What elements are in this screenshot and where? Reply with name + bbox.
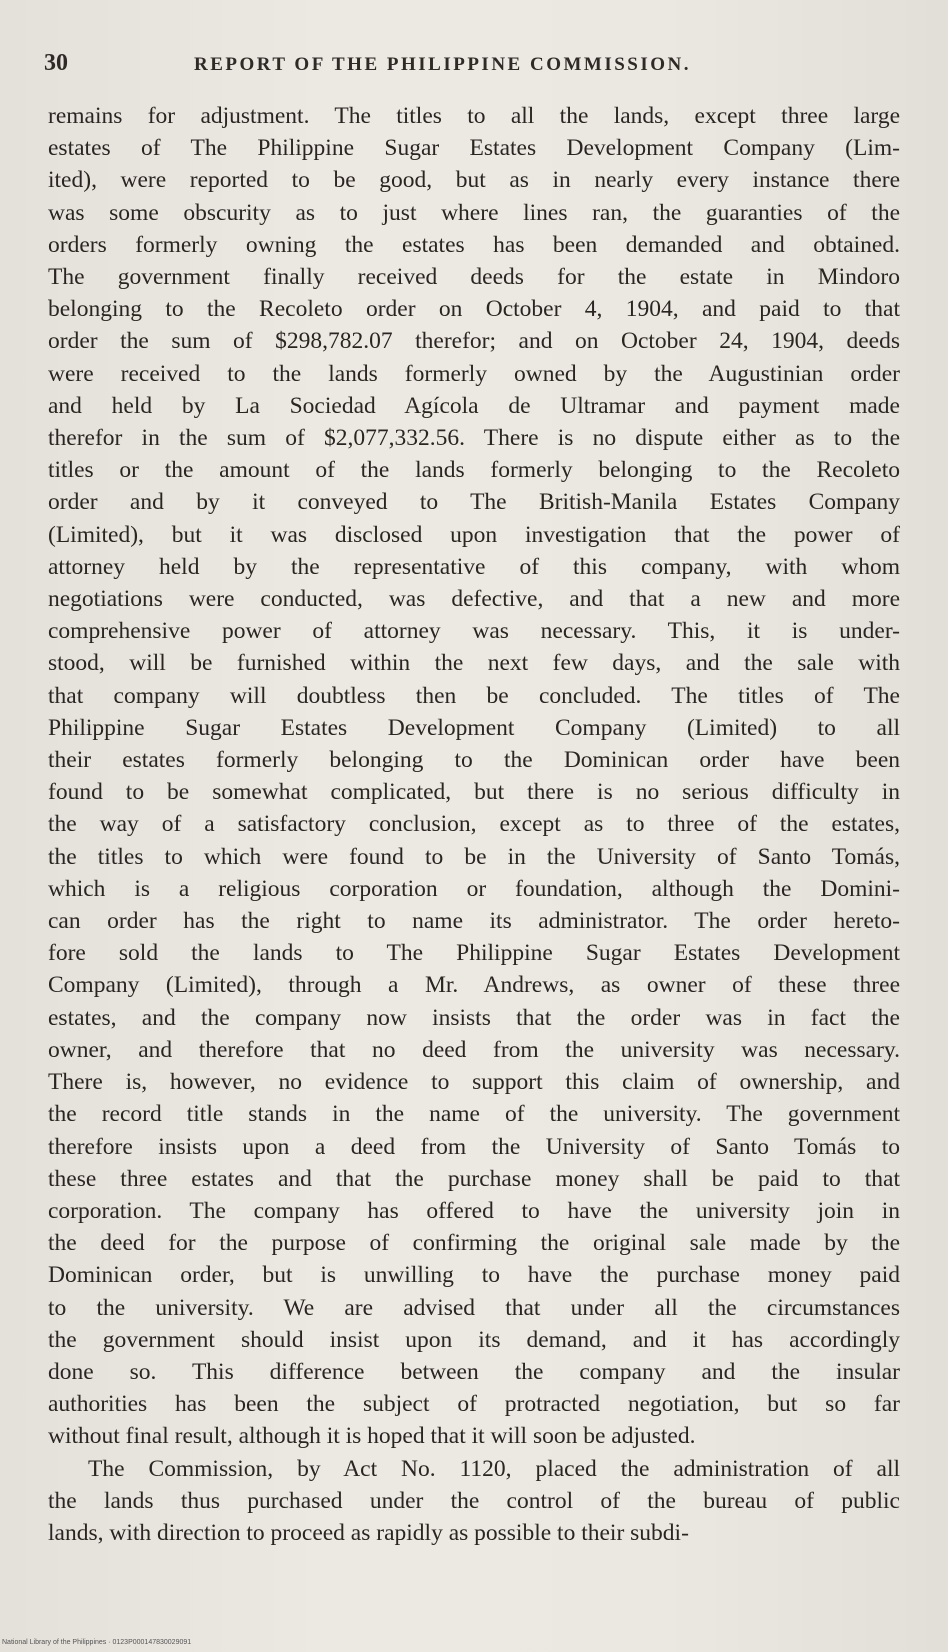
text-line: these three estates and that the purchase money shall be paid to that [48, 1165, 900, 1192]
text-line: the way of a satisfactory conclusion, except as to three of the estates, [48, 811, 900, 838]
text-line: authorities has been the subject of protracted negotiation, but so far [48, 1391, 900, 1418]
text-line: Philippine Sugar Estates Development Company (Limited) to all [48, 714, 900, 741]
library-stamp: National Library of the Philippines · 0123P000147830029091 [2, 1639, 192, 1646]
text-line: ited), were reported to be good, but as in nearly every instance there [48, 167, 900, 194]
body-text [48, 100, 900, 1549]
text-line: without final result, although it is hoped that it will soon be adjusted. [48, 1423, 696, 1450]
text-line: estates of The Philippine Sugar Estates Development Company (Lim- [48, 135, 900, 162]
text-line: stood, will be furnished within the next few days, and the sale with [48, 650, 900, 677]
text-line: The Commission, by Act No. 1120, placed the administration of all [88, 1455, 900, 1482]
text-line: Company (Limited), through a Mr. Andrews, as owner of these three [48, 972, 900, 999]
text-line: (Limited), but it was disclosed upon investigation that the power of [48, 521, 900, 548]
text-line: done so. This difference between the company and the insular [48, 1358, 900, 1385]
text-line: was some obscurity as to just where lines ran, the guaranties of the [48, 199, 900, 226]
paragraph [48, 1453, 900, 1550]
text-line: negotiations were conducted, was defective, and that a new and more [48, 586, 900, 613]
text-line: were received to the lands formerly owned by the Augustinian order [48, 360, 900, 387]
text-line: their estates formerly belonging to the Dominican order have been [48, 747, 900, 774]
text-line: which is a religious corporation or foundation, although the Domini- [48, 875, 900, 902]
text-line: the lands thus purchased under the control of the bureau of public [48, 1487, 900, 1514]
text-line: the titles to which were found to be in the University of Santo Tomás, [48, 843, 900, 870]
text-line: that company will doubtless then be concluded. The titles of The [48, 682, 900, 709]
text-line: remains for adjustment. The titles to all the lands, except three large [48, 103, 900, 129]
text-line: and held by La Sociedad Agícola de Ultramar and payment made [48, 392, 900, 419]
text-line: the record title stands in the name of the university. The government [48, 1101, 900, 1128]
text-line: Dominican order, but is unwilling to have the purchase money paid [48, 1262, 900, 1289]
text-line: lands, with direction to proceed as rapidly as possible to their subdi- [48, 1519, 689, 1546]
text-line: order and by it conveyed to The British-Manila Estates Company [48, 489, 900, 516]
text-line: titles or the amount of the lands formerly belonging to the Recoleto [48, 457, 900, 484]
text-line: the deed for the purpose of confirming the original sale made by the [48, 1230, 900, 1257]
page-header [44, 50, 904, 84]
text-line: owner, and therefore that no deed from the university was necessary. [48, 1036, 900, 1063]
text-line: There is, however, no evidence to support this claim of ownership, and [48, 1069, 900, 1096]
text-line: therefor in the sum of $2,077,332.56. There is no dispute either as to the [48, 425, 900, 452]
text-line: comprehensive power of attorney was necessary. This, it is under- [48, 618, 900, 645]
text-line: to the university. We are advised that under all the circumstances [48, 1294, 900, 1321]
text-line: orders formerly owning the estates has been demanded and obtained. [48, 231, 900, 258]
text-line: found to be somewhat complicated, but there is no serious difficulty in [48, 779, 900, 806]
text-line: fore sold the lands to The Philippine Sugar Estates Development [48, 940, 900, 967]
text-line: corporation. The company has offered to have the university join in [48, 1197, 900, 1224]
text-line: therefore insists upon a deed from the University of Santo Tomás to [48, 1133, 900, 1160]
text-line: the government should insist upon its demand, and it has accordingly [48, 1326, 900, 1353]
running-head: REPORT OF THE PHILIPPINE COMMISSION. [194, 54, 692, 75]
text-line: can order has the right to name its administrator. The order hereto- [48, 908, 900, 935]
page-number: 30 [44, 50, 68, 76]
text-line: attorney held by the representative of this company, with whom [48, 553, 900, 580]
text-line: The government finally received deeds for the estate in Mindoro [48, 264, 900, 291]
paragraph [48, 100, 900, 1453]
text-line: estates, and the company now insists that the order was in fact the [48, 1004, 900, 1031]
text-line: order the sum of $298,782.07 therefor; and on October 24, 1904, deeds [48, 328, 900, 355]
text-line: belonging to the Recoleto order on October 4, 1904, and paid to that [48, 296, 900, 323]
